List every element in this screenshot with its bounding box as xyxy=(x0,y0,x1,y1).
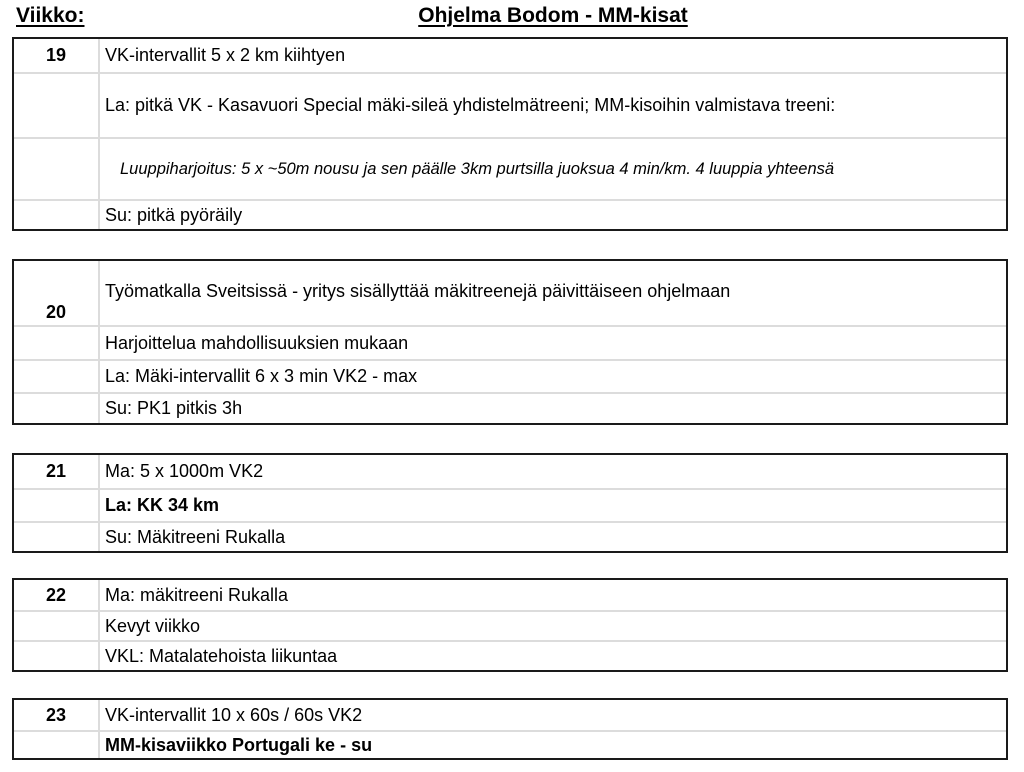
training-text: Työmatkalla Sveitsissä - yritys sisällyttää mäkitreenejä päivittäiseen ohjelmaan xyxy=(105,281,731,301)
week-table-23 xyxy=(12,698,1008,760)
week-number: 23 xyxy=(14,700,100,730)
week-column-header: Viikko: xyxy=(16,4,85,27)
training-text: Su: Mäkitreeni Rukalla xyxy=(105,526,286,547)
table-row xyxy=(14,325,1006,359)
week-table-22 xyxy=(12,578,1008,672)
training-text: Luuppiharjoitus: 5 x ~50m nousu ja sen päälle 3km purtsilla juoksua 4 min/km. 4 luuppia yhteensä xyxy=(120,159,835,178)
week-number: 22 xyxy=(14,580,100,610)
training-text: MM-kisaviikko Portugali ke - su xyxy=(105,734,373,755)
table-row xyxy=(14,199,1006,229)
week-table-20 xyxy=(12,259,1008,425)
table-row xyxy=(14,488,1006,521)
table-row xyxy=(14,730,1006,758)
week-table-19 xyxy=(12,37,1008,231)
table-row xyxy=(14,392,1006,423)
training-text: La: KK 34 km xyxy=(105,495,220,515)
training-text: Su: PK1 pitkis 3h xyxy=(105,398,243,418)
table-row xyxy=(14,137,1006,199)
table-row xyxy=(14,700,1006,730)
training-text: La: pitkä VK - Kasavuori Special mäki-sileä yhdistelmätreeni; MM-kisoihin valmistava treeni: xyxy=(105,95,836,115)
training-text: VK-intervallit 10 x 60s / 60s VK2 xyxy=(105,704,363,725)
training-text: Ma: mäkitreeni Rukalla xyxy=(105,584,289,605)
week-table-21 xyxy=(12,453,1008,553)
week-number: 21 xyxy=(14,455,100,488)
table-row xyxy=(14,580,1006,610)
page-title: Ohjelma Bodom - MM-kisat xyxy=(418,4,688,27)
training-text: VKL: Matalatehoista liikuntaa xyxy=(105,645,338,666)
table-row xyxy=(14,640,1006,670)
table-row xyxy=(14,39,1006,72)
training-text: Ma: 5 x 1000m VK2 xyxy=(105,461,264,481)
table-row xyxy=(14,72,1006,137)
training-text: Kevyt viikko xyxy=(105,615,201,636)
week-number: 19 xyxy=(14,39,100,72)
week-number: 20 xyxy=(14,261,100,325)
table-row xyxy=(14,261,1006,325)
table-row xyxy=(14,359,1006,392)
table-row xyxy=(14,610,1006,640)
table-row xyxy=(14,521,1006,551)
training-text: VK-intervallit 5 x 2 km kiihtyen xyxy=(105,45,346,65)
training-text: La: Mäki-intervallit 6 x 3 min VK2 - max xyxy=(105,366,418,386)
training-text: Su: pitkä pyöräily xyxy=(105,204,243,225)
table-row xyxy=(14,455,1006,488)
training-text: Harjoittelua mahdollisuuksien mukaan xyxy=(105,332,409,353)
